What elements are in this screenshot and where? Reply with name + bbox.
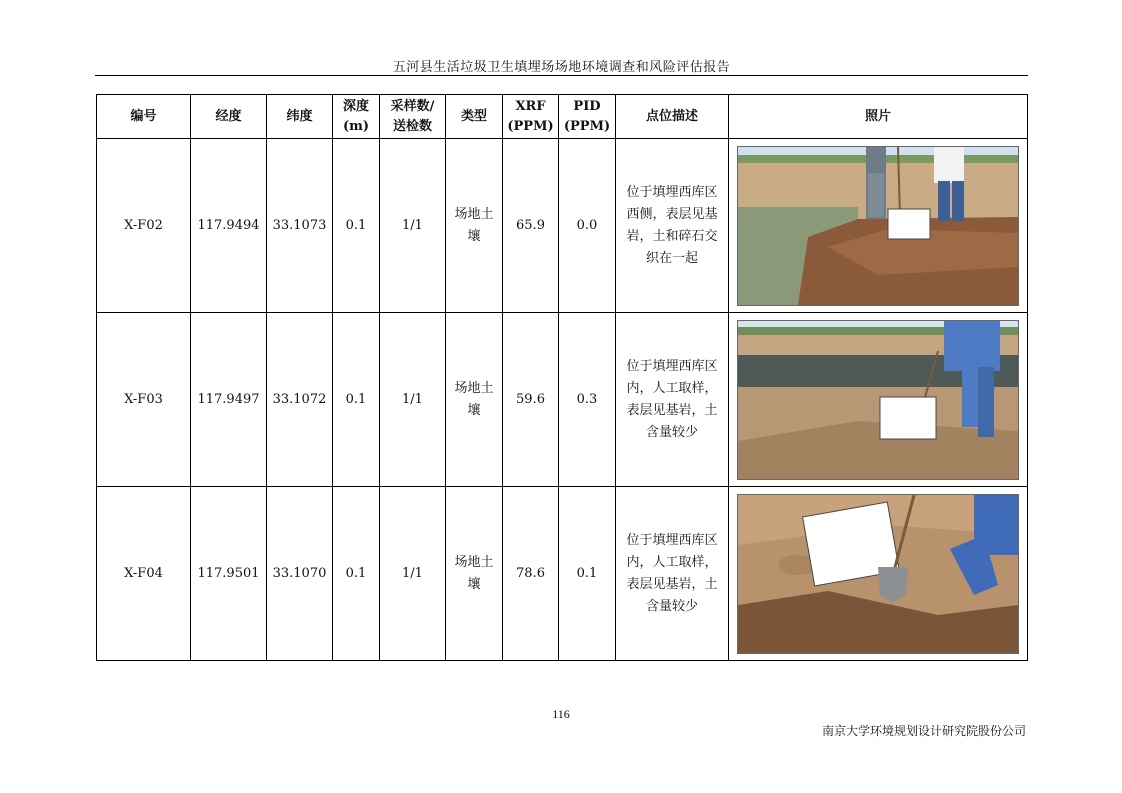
cell-pid: 0.0 xyxy=(559,139,616,313)
table-row xyxy=(97,487,1028,661)
field-photo-x-f04 xyxy=(737,494,1019,654)
field-photo-x-f03 xyxy=(737,320,1019,480)
cell-description xyxy=(616,487,729,661)
col-header-depth xyxy=(333,95,380,139)
table-row xyxy=(97,313,1028,487)
cell-description xyxy=(616,313,729,487)
cell-count: 1/1 xyxy=(380,139,446,313)
cell-xrf: 78.6 xyxy=(503,487,559,661)
cell-type-line2: 壤 xyxy=(467,402,481,418)
header-rule xyxy=(95,75,1028,76)
cell-id: X-F02 xyxy=(97,139,191,313)
sampling-table xyxy=(96,94,1028,661)
footer-company-name: 南京大学环境规划设计研究院股份公司 xyxy=(821,724,1026,738)
col-header-photo: 照片 xyxy=(729,95,1028,139)
cell-type xyxy=(446,139,503,313)
desc-line: 表层见基岩，土 xyxy=(626,402,718,418)
col-header-sample-count xyxy=(380,95,446,139)
cell-type-line1: 场地土 xyxy=(454,206,494,222)
cell-pid: 0.1 xyxy=(559,487,616,661)
col-header-id: 编号 xyxy=(97,95,191,139)
cell-longitude: 117.9494 xyxy=(191,139,267,313)
cell-id: X-F03 xyxy=(97,313,191,487)
col-header-count-line1: 采样数/ xyxy=(390,98,435,114)
desc-line: 表层见基岩，土 xyxy=(626,576,718,592)
desc-line: 位于填埋西库区 xyxy=(626,184,718,200)
cell-depth: 0.1 xyxy=(333,313,380,487)
cell-description xyxy=(616,139,729,313)
desc-line: 位于填埋西库区 xyxy=(626,532,718,548)
cell-latitude: 33.1072 xyxy=(267,313,333,487)
field-photo-x-f02 xyxy=(737,146,1019,306)
col-header-xrf-line1: XRF xyxy=(515,98,546,114)
cell-latitude: 33.1073 xyxy=(267,139,333,313)
cell-count: 1/1 xyxy=(380,313,446,487)
cell-id: X-F04 xyxy=(97,487,191,661)
col-header-type: 类型 xyxy=(446,95,503,139)
col-header-longitude: 经度 xyxy=(191,95,267,139)
cell-photo xyxy=(729,313,1028,487)
cell-photo xyxy=(729,139,1028,313)
desc-line: 位于填埋西库区 xyxy=(626,358,718,374)
cell-type xyxy=(446,487,503,661)
cell-type-line2: 壤 xyxy=(467,576,481,592)
cell-type xyxy=(446,313,503,487)
col-header-count-line2: 送检数 xyxy=(392,118,432,134)
col-header-depth-line1: 深度 xyxy=(342,98,369,114)
desc-line: 织在一起 xyxy=(645,250,698,266)
col-header-pid xyxy=(559,95,616,139)
col-header-latitude: 纬度 xyxy=(267,95,333,139)
col-header-pid-line1: PID xyxy=(573,98,601,114)
cell-xrf: 65.9 xyxy=(503,139,559,313)
cell-depth: 0.1 xyxy=(333,487,380,661)
desc-line: 含量较少 xyxy=(645,598,698,614)
col-header-xrf-line2: (PPM) xyxy=(507,118,554,134)
cell-type-line1: 场地土 xyxy=(454,380,494,396)
document-header-title: 五河县生活垃圾卫生填埋场场地环境调查和风险评估报告 xyxy=(392,60,731,75)
cell-pid: 0.3 xyxy=(559,313,616,487)
cell-photo xyxy=(729,487,1028,661)
cell-depth: 0.1 xyxy=(333,139,380,313)
desc-line: 内，人工取样， xyxy=(626,380,718,396)
cell-latitude: 33.1070 xyxy=(267,487,333,661)
col-header-depth-line2: (m) xyxy=(342,118,370,134)
desc-line: 西侧，表层见基 xyxy=(626,206,718,222)
table-row xyxy=(97,139,1028,313)
table-header-row xyxy=(97,95,1028,139)
desc-line: 内，人工取样， xyxy=(626,554,718,570)
page-number: 116 xyxy=(552,707,570,721)
cell-type-line2: 壤 xyxy=(467,228,481,244)
cell-count: 1/1 xyxy=(380,487,446,661)
desc-line: 含量较少 xyxy=(645,424,698,440)
cell-xrf: 59.6 xyxy=(503,313,559,487)
cell-longitude: 117.9497 xyxy=(191,313,267,487)
desc-line: 岩，土和碎石交 xyxy=(626,228,718,244)
col-header-xrf xyxy=(503,95,559,139)
col-header-description: 点位描述 xyxy=(616,95,729,139)
col-header-pid-line2: (PPM) xyxy=(563,118,611,134)
cell-type-line1: 场地土 xyxy=(454,554,494,570)
cell-longitude: 117.9501 xyxy=(191,487,267,661)
